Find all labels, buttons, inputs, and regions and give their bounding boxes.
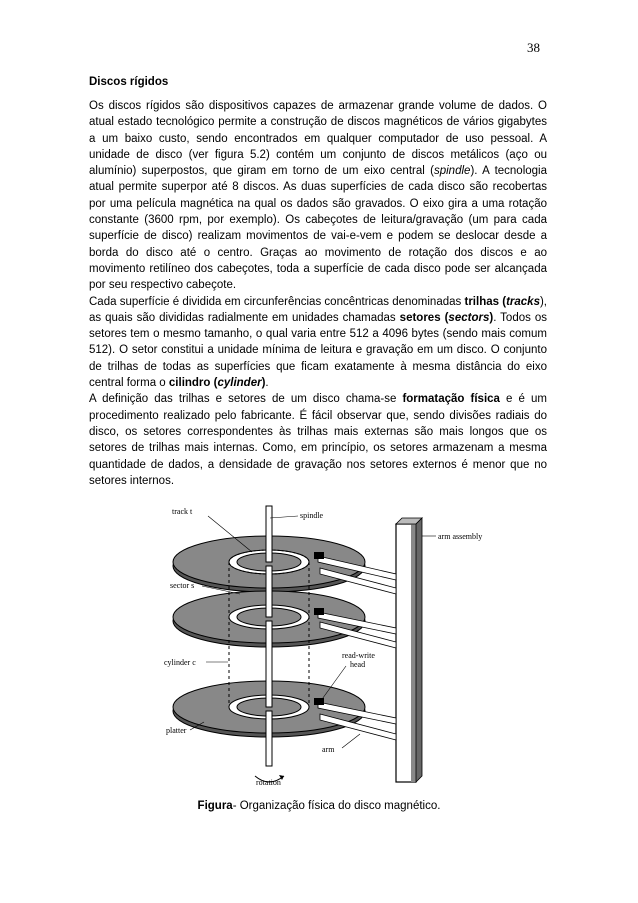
disk-diagram bbox=[160, 496, 510, 786]
text-run: . bbox=[265, 377, 269, 390]
caption-label: Figura bbox=[197, 800, 233, 812]
text-run: ). A tecnologia atual permite superpor até 8 discos. As duas superfícies de cada disco são recobertas por uma película magnética na qual os dados são gravados. O eixo gira a uma rotação constante (3600 rpm, por exemplo). Os cabeçotes de leitura/gravação (um para cada superfície de disco) realizam movimentos de vai-e-vem e podem se deslocar desde a borda do disco até o centro. Graças ao movimento de rotação dos discos e ao movimento retilíneo dos cabeçotes, toda a superfície de cada disco pode ser alcançada por seu respectivo cabeçote. bbox=[89, 165, 547, 292]
text-run: Cada superfície é dividida em circunferências concêntricas denominadas bbox=[89, 295, 465, 308]
text-run: ) bbox=[261, 377, 266, 390]
text-run: ), as quais são divididas radialmente em unidades chamadas bbox=[89, 295, 547, 324]
text-run: e é um procedimento realizado pelo fabricante. É fácil observar que, sendo divisões radiais do disco, os setores correspondentes às trilhas mais externas são mais longos que os setores de trilhas mais internas. Como, em princípio, os setores armazenam a mesma quantidade de dados, a densidade de gravação nos setores externos é menor que no setores internos. bbox=[89, 393, 547, 487]
paragraph-1 bbox=[89, 98, 547, 294]
body-text bbox=[89, 98, 547, 489]
caption-text: - Organização física do disco magnético. bbox=[232, 800, 441, 812]
label-track: track t bbox=[172, 507, 193, 516]
text-run: Os discos rígidos são dispositivos capazes de armazenar grande volume de dados. O atual estado tecnológico permite a construção de discos magnéticos de vários gigabytes a um baixo custo, sendo encontrados em qualquer computador de uso pessoal. A unidade de disco (ver figura 5.2) contém um conjunto de discos metálicos (aço ou alumínio) superpostos, que giram em torno de um eixo central ( bbox=[89, 100, 547, 178]
text-run: A definição das trilhas e setores de um disco chama-se bbox=[89, 393, 403, 406]
label-platter: platter bbox=[166, 726, 187, 735]
page-number: 38 bbox=[527, 40, 540, 55]
label-cylinder: cylinder c bbox=[164, 658, 196, 667]
term-spindle: spindle bbox=[433, 165, 471, 178]
section-heading: Discos rígidos bbox=[89, 76, 169, 88]
label-read-write: read-write bbox=[342, 651, 375, 660]
text-run: ( bbox=[210, 377, 218, 390]
term-setores: setores bbox=[399, 311, 441, 324]
term-formatacao-fisica: formatação física bbox=[402, 393, 500, 406]
label-arm: arm bbox=[322, 745, 335, 754]
label-head: head bbox=[350, 660, 366, 669]
term-tracks: tracks bbox=[506, 295, 540, 308]
term-cylinder: cylinder bbox=[217, 377, 262, 390]
text-run: ( bbox=[440, 311, 449, 324]
figure-caption bbox=[0, 800, 638, 812]
term-sectors: sectors bbox=[448, 311, 490, 324]
term-trilhas: trilhas bbox=[464, 295, 500, 308]
text-run: ( bbox=[499, 295, 507, 308]
label-spindle: spindle bbox=[300, 511, 324, 520]
label-sector: sector s bbox=[170, 581, 195, 590]
text-run: ) bbox=[489, 311, 494, 324]
read-write-head bbox=[314, 552, 324, 559]
text-run: . Todos os setores tem o mesmo tamanho, o qual varia entre 512 a 4096 bytes (sendo mais comum 512). O setor constitui a unidade mínima de leitura e gravação em um disco. O conjunto de trilhas de todas as superfícies que ficam exatamente à mesma distância do eixo central forma o bbox=[89, 311, 547, 390]
paragraph-2 bbox=[89, 294, 547, 392]
term-cilindro: cilindro bbox=[168, 377, 211, 390]
label-arm-assembly: arm assembly bbox=[438, 532, 483, 541]
paragraph-3 bbox=[89, 391, 547, 489]
label-rotation: rotation bbox=[256, 778, 281, 786]
